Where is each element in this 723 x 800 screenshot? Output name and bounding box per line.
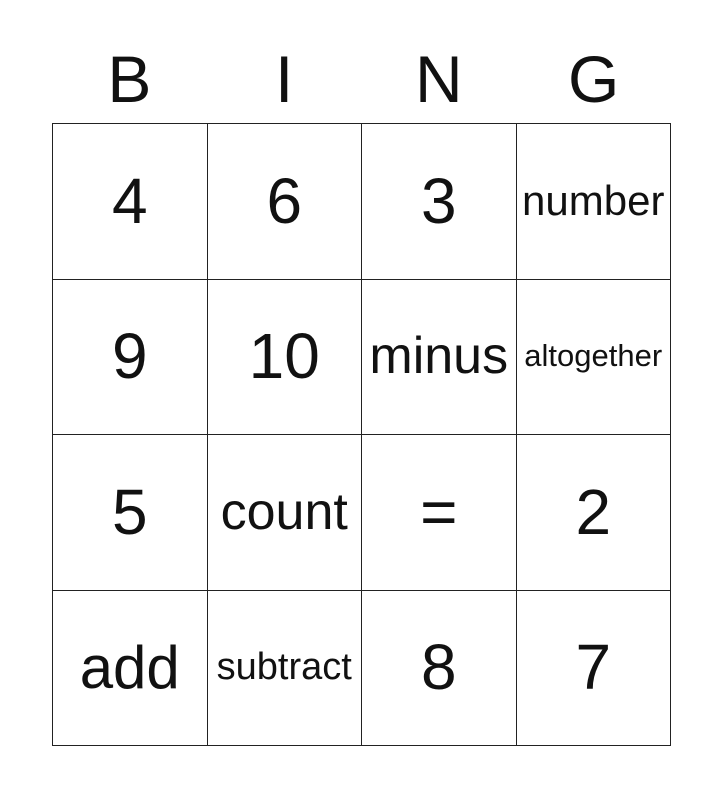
bingo-cell-r4c1[interactable]: add <box>53 590 208 746</box>
bingo-cell-r3c4[interactable]: 2 <box>516 435 671 591</box>
grid-row-3 <box>53 435 671 591</box>
bingo-cell-r1c3[interactable]: 3 <box>362 124 517 280</box>
header-letter-n: N <box>415 42 463 116</box>
bingo-cell-r1c2[interactable]: 6 <box>207 124 362 280</box>
header-letter-b: B <box>107 42 152 116</box>
header-letter-g: G <box>567 42 620 116</box>
bingo-cell-r1c4[interactable]: number <box>516 124 671 280</box>
bingo-cell-r4c4[interactable]: 7 <box>516 590 671 746</box>
bingo-cell-r2c3[interactable]: minus <box>362 279 517 435</box>
header-letter-i: I <box>274 42 294 116</box>
bingo-cell-r4c2[interactable]: subtract <box>207 590 362 746</box>
bingo-cell-r2c4[interactable]: altogether <box>516 279 671 435</box>
bingo-cell-r3c1[interactable]: 5 <box>53 435 208 591</box>
bingo-grid <box>52 123 671 746</box>
grid-row-2 <box>53 279 671 435</box>
bingo-cell-r2c1[interactable]: 9 <box>53 279 208 435</box>
bingo-cell-r3c2[interactable]: count <box>207 435 362 591</box>
bingo-cell-r4c3[interactable]: 8 <box>362 590 517 746</box>
grid-row-1 <box>53 124 671 280</box>
bingo-header <box>52 42 671 116</box>
grid-row-4 <box>53 590 671 746</box>
bingo-cell-r2c2[interactable]: 10 <box>207 279 362 435</box>
bingo-cell-r3c3[interactable]: = <box>362 435 517 591</box>
bingo-cell-r1c1[interactable]: 4 <box>53 124 208 280</box>
